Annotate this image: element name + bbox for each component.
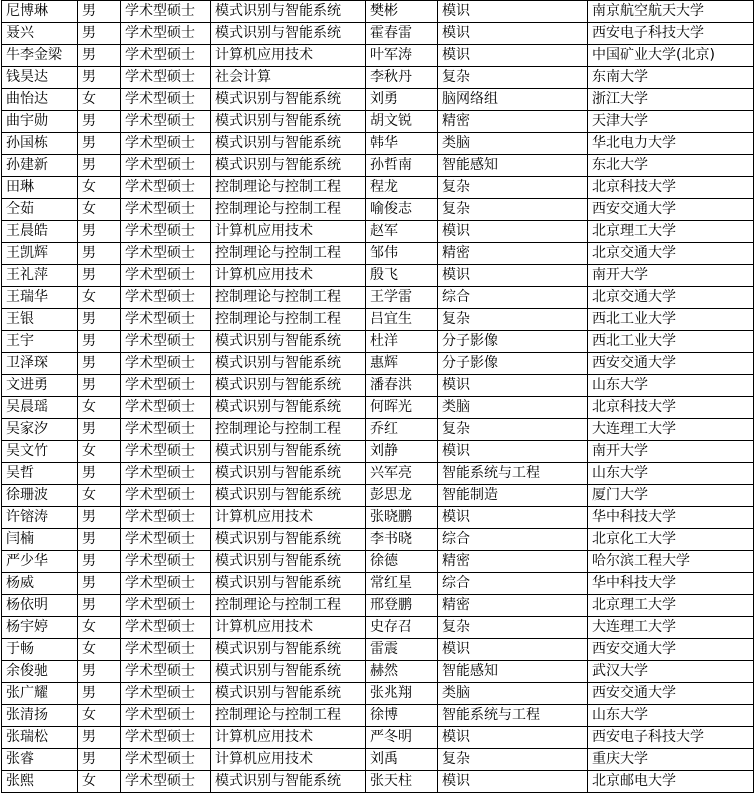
research-group-cell: 类脑 xyxy=(438,133,588,155)
supervisor-cell: 樊彬 xyxy=(366,1,438,23)
degree-type-cell: 学术型硕士 xyxy=(121,771,211,793)
major-cell: 模式识别与智能系统 xyxy=(211,89,366,111)
gender-cell: 男 xyxy=(78,155,121,177)
major-cell: 模式识别与智能系统 xyxy=(211,463,366,485)
gender-cell: 男 xyxy=(78,375,121,397)
degree-type-cell: 学术型硕士 xyxy=(121,155,211,177)
degree-type-cell: 学术型硕士 xyxy=(121,287,211,309)
supervisor-cell: 兴军亮 xyxy=(366,463,438,485)
major-cell: 控制理论与控制工程 xyxy=(211,595,366,617)
gender-cell: 女 xyxy=(78,639,121,661)
major-cell: 模式识别与智能系统 xyxy=(211,353,366,375)
major-cell: 模式识别与智能系统 xyxy=(211,331,366,353)
undergraduate-school-cell: 西安交通大学 xyxy=(588,639,754,661)
student-name-cell: 卫泽琛 xyxy=(2,353,78,375)
gender-cell: 男 xyxy=(78,111,121,133)
research-group-cell: 综合 xyxy=(438,573,588,595)
research-group-cell: 模识 xyxy=(438,727,588,749)
supervisor-cell: 严冬明 xyxy=(366,727,438,749)
major-cell: 计算机应用技术 xyxy=(211,749,366,771)
major-cell: 计算机应用技术 xyxy=(211,265,366,287)
undergraduate-school-cell: 南京航空航天大学 xyxy=(588,1,754,23)
undergraduate-school-cell: 西安电子科技大学 xyxy=(588,23,754,45)
undergraduate-school-cell: 北京科技大学 xyxy=(588,177,754,199)
major-cell: 模式识别与智能系统 xyxy=(211,133,366,155)
undergraduate-school-cell: 哈尔滨工程大学 xyxy=(588,551,754,573)
degree-type-cell: 学术型硕士 xyxy=(121,177,211,199)
supervisor-cell: 张天柱 xyxy=(366,771,438,793)
major-cell: 控制理论与控制工程 xyxy=(211,199,366,221)
degree-type-cell: 学术型硕士 xyxy=(121,199,211,221)
major-cell: 模式识别与智能系统 xyxy=(211,23,366,45)
table-row xyxy=(2,419,754,441)
table-row xyxy=(2,771,754,793)
student-name-cell: 吴晨瑶 xyxy=(2,397,78,419)
gender-cell: 女 xyxy=(78,771,121,793)
undergraduate-school-cell: 北京邮电大学 xyxy=(588,771,754,793)
research-group-cell: 模识 xyxy=(438,23,588,45)
major-cell: 模式识别与智能系统 xyxy=(211,397,366,419)
gender-cell: 男 xyxy=(78,529,121,551)
gender-cell: 女 xyxy=(78,397,121,419)
student-name-cell: 闫楠 xyxy=(2,529,78,551)
degree-type-cell: 学术型硕士 xyxy=(121,45,211,67)
major-cell: 模式识别与智能系统 xyxy=(211,485,366,507)
research-group-cell: 模识 xyxy=(438,375,588,397)
supervisor-cell: 王学雷 xyxy=(366,287,438,309)
table-row xyxy=(2,639,754,661)
student-name-cell: 于畅 xyxy=(2,639,78,661)
student-name-cell: 尼博琳 xyxy=(2,1,78,23)
undergraduate-school-cell: 山东大学 xyxy=(588,463,754,485)
student-name-cell: 徐珊波 xyxy=(2,485,78,507)
student-name-cell: 钱昊达 xyxy=(2,67,78,89)
research-group-cell: 智能感知 xyxy=(438,155,588,177)
undergraduate-school-cell: 南开大学 xyxy=(588,441,754,463)
degree-type-cell: 学术型硕士 xyxy=(121,375,211,397)
supervisor-cell: 赵军 xyxy=(366,221,438,243)
research-group-cell: 精密 xyxy=(438,243,588,265)
degree-type-cell: 学术型硕士 xyxy=(121,243,211,265)
student-name-cell: 严少华 xyxy=(2,551,78,573)
gender-cell: 男 xyxy=(78,595,121,617)
supervisor-cell: 徐德 xyxy=(366,551,438,573)
degree-type-cell: 学术型硕士 xyxy=(121,529,211,551)
major-cell: 计算机应用技术 xyxy=(211,221,366,243)
student-name-cell: 仝茹 xyxy=(2,199,78,221)
supervisor-cell: 赫然 xyxy=(366,661,438,683)
student-name-cell: 田琳 xyxy=(2,177,78,199)
table-row xyxy=(2,529,754,551)
supervisor-cell: 何晖光 xyxy=(366,397,438,419)
research-group-cell: 复杂 xyxy=(438,309,588,331)
degree-type-cell: 学术型硕士 xyxy=(121,331,211,353)
gender-cell: 男 xyxy=(78,243,121,265)
research-group-cell: 复杂 xyxy=(438,419,588,441)
undergraduate-school-cell: 北京交通大学 xyxy=(588,287,754,309)
supervisor-cell: 邢登鹏 xyxy=(366,595,438,617)
degree-type-cell: 学术型硕士 xyxy=(121,727,211,749)
research-group-cell: 模识 xyxy=(438,771,588,793)
major-cell: 模式识别与智能系统 xyxy=(211,155,366,177)
research-group-cell: 综合 xyxy=(438,529,588,551)
supervisor-cell: 殷飞 xyxy=(366,265,438,287)
table-row xyxy=(2,727,754,749)
degree-type-cell: 学术型硕士 xyxy=(121,683,211,705)
student-name-cell: 杨威 xyxy=(2,573,78,595)
supervisor-cell: 雷震 xyxy=(366,639,438,661)
table-row xyxy=(2,551,754,573)
table-row xyxy=(2,485,754,507)
degree-type-cell: 学术型硕士 xyxy=(121,595,211,617)
supervisor-cell: 张兆翔 xyxy=(366,683,438,705)
student-name-cell: 张瑞松 xyxy=(2,727,78,749)
undergraduate-school-cell: 北京交通大学 xyxy=(588,243,754,265)
major-cell: 模式识别与智能系统 xyxy=(211,375,366,397)
gender-cell: 男 xyxy=(78,133,121,155)
student-name-cell: 王瑞华 xyxy=(2,287,78,309)
research-group-cell: 类脑 xyxy=(438,683,588,705)
student-name-cell: 文进勇 xyxy=(2,375,78,397)
research-group-cell: 精密 xyxy=(438,111,588,133)
major-cell: 模式识别与智能系统 xyxy=(211,639,366,661)
degree-type-cell: 学术型硕士 xyxy=(121,353,211,375)
gender-cell: 女 xyxy=(78,485,121,507)
research-group-cell: 模识 xyxy=(438,639,588,661)
student-name-cell: 曲怡达 xyxy=(2,89,78,111)
research-group-cell: 智能制造 xyxy=(438,485,588,507)
table-row xyxy=(2,397,754,419)
gender-cell: 男 xyxy=(78,507,121,529)
major-cell: 计算机应用技术 xyxy=(211,617,366,639)
supervisor-cell: 胡文锐 xyxy=(366,111,438,133)
undergraduate-school-cell: 北京化工大学 xyxy=(588,529,754,551)
table-row xyxy=(2,661,754,683)
undergraduate-school-cell: 厦门大学 xyxy=(588,485,754,507)
gender-cell: 女 xyxy=(78,617,121,639)
gender-cell: 男 xyxy=(78,309,121,331)
supervisor-cell: 吕宜生 xyxy=(366,309,438,331)
gender-cell: 男 xyxy=(78,419,121,441)
research-group-cell: 模识 xyxy=(438,1,588,23)
research-group-cell: 脑网络组 xyxy=(438,89,588,111)
student-name-cell: 王宇 xyxy=(2,331,78,353)
table-row xyxy=(2,111,754,133)
student-name-cell: 杨依明 xyxy=(2,595,78,617)
supervisor-cell: 孙哲南 xyxy=(366,155,438,177)
table-row xyxy=(2,705,754,727)
major-cell: 模式识别与智能系统 xyxy=(211,661,366,683)
gender-cell: 男 xyxy=(78,749,121,771)
research-group-cell: 分子影像 xyxy=(438,331,588,353)
research-group-cell: 模识 xyxy=(438,265,588,287)
table-row xyxy=(2,683,754,705)
degree-type-cell: 学术型硕士 xyxy=(121,485,211,507)
undergraduate-school-cell: 华中科技大学 xyxy=(588,573,754,595)
gender-cell: 女 xyxy=(78,199,121,221)
research-group-cell: 智能系统与工程 xyxy=(438,705,588,727)
major-cell: 计算机应用技术 xyxy=(211,507,366,529)
undergraduate-school-cell: 山东大学 xyxy=(588,705,754,727)
undergraduate-school-cell: 北京理工大学 xyxy=(588,221,754,243)
undergraduate-school-cell: 东南大学 xyxy=(588,67,754,89)
gender-cell: 男 xyxy=(78,463,121,485)
major-cell: 控制理论与控制工程 xyxy=(211,287,366,309)
table-row xyxy=(2,573,754,595)
student-name-cell: 王晨皓 xyxy=(2,221,78,243)
student-name-cell: 张睿 xyxy=(2,749,78,771)
research-group-cell: 复杂 xyxy=(438,199,588,221)
student-name-cell: 张广耀 xyxy=(2,683,78,705)
admission-list-table xyxy=(1,0,754,793)
degree-type-cell: 学术型硕士 xyxy=(121,507,211,529)
supervisor-cell: 邹伟 xyxy=(366,243,438,265)
supervisor-cell: 潘春洪 xyxy=(366,375,438,397)
degree-type-cell: 学术型硕士 xyxy=(121,265,211,287)
degree-type-cell: 学术型硕士 xyxy=(121,397,211,419)
supervisor-cell: 常红星 xyxy=(366,573,438,595)
major-cell: 模式识别与智能系统 xyxy=(211,1,366,23)
table-row xyxy=(2,595,754,617)
table-row xyxy=(2,617,754,639)
research-group-cell: 智能感知 xyxy=(438,661,588,683)
table-row xyxy=(2,67,754,89)
student-name-cell: 张清扬 xyxy=(2,705,78,727)
degree-type-cell: 学术型硕士 xyxy=(121,89,211,111)
major-cell: 控制理论与控制工程 xyxy=(211,705,366,727)
supervisor-cell: 喻俊志 xyxy=(366,199,438,221)
supervisor-cell: 乔红 xyxy=(366,419,438,441)
undergraduate-school-cell: 中国矿业大学(北京) xyxy=(588,45,754,67)
undergraduate-school-cell: 大连理工大学 xyxy=(588,419,754,441)
degree-type-cell: 学术型硕士 xyxy=(121,749,211,771)
student-name-cell: 王凯辉 xyxy=(2,243,78,265)
degree-type-cell: 学术型硕士 xyxy=(121,67,211,89)
research-group-cell: 智能系统与工程 xyxy=(438,463,588,485)
gender-cell: 女 xyxy=(78,441,121,463)
degree-type-cell: 学术型硕士 xyxy=(121,617,211,639)
undergraduate-school-cell: 西安交通大学 xyxy=(588,199,754,221)
major-cell: 控制理论与控制工程 xyxy=(211,177,366,199)
gender-cell: 男 xyxy=(78,683,121,705)
supervisor-cell: 叶军涛 xyxy=(366,45,438,67)
major-cell: 模式识别与智能系统 xyxy=(211,441,366,463)
major-cell: 模式识别与智能系统 xyxy=(211,111,366,133)
research-group-cell: 复杂 xyxy=(438,67,588,89)
table-row xyxy=(2,375,754,397)
degree-type-cell: 学术型硕士 xyxy=(121,221,211,243)
gender-cell: 男 xyxy=(78,221,121,243)
table-row xyxy=(2,221,754,243)
gender-cell: 男 xyxy=(78,1,121,23)
major-cell: 控制理论与控制工程 xyxy=(211,419,366,441)
undergraduate-school-cell: 西北工业大学 xyxy=(588,331,754,353)
table-row xyxy=(2,287,754,309)
supervisor-cell: 惠辉 xyxy=(366,353,438,375)
student-name-cell: 吴文竹 xyxy=(2,441,78,463)
undergraduate-school-cell: 东北大学 xyxy=(588,155,754,177)
table-row xyxy=(2,749,754,771)
table-row xyxy=(2,155,754,177)
undergraduate-school-cell: 华北电力大学 xyxy=(588,133,754,155)
gender-cell: 女 xyxy=(78,177,121,199)
student-name-cell: 聂兴 xyxy=(2,23,78,45)
degree-type-cell: 学术型硕士 xyxy=(121,111,211,133)
research-group-cell: 模识 xyxy=(438,221,588,243)
table-row xyxy=(2,199,754,221)
major-cell: 计算机应用技术 xyxy=(211,45,366,67)
major-cell: 模式识别与智能系统 xyxy=(211,551,366,573)
degree-type-cell: 学术型硕士 xyxy=(121,661,211,683)
gender-cell: 男 xyxy=(78,265,121,287)
table-row xyxy=(2,89,754,111)
table-row xyxy=(2,243,754,265)
student-name-cell: 孙建新 xyxy=(2,155,78,177)
degree-type-cell: 学术型硕士 xyxy=(121,705,211,727)
table-row xyxy=(2,1,754,23)
research-group-cell: 分子影像 xyxy=(438,353,588,375)
gender-cell: 男 xyxy=(78,573,121,595)
research-group-cell: 模识 xyxy=(438,507,588,529)
undergraduate-school-cell: 武汉大学 xyxy=(588,661,754,683)
gender-cell: 男 xyxy=(78,727,121,749)
degree-type-cell: 学术型硕士 xyxy=(121,419,211,441)
undergraduate-school-cell: 大连理工大学 xyxy=(588,617,754,639)
table-row xyxy=(2,353,754,375)
table-row xyxy=(2,177,754,199)
table-row xyxy=(2,331,754,353)
undergraduate-school-cell: 天津大学 xyxy=(588,111,754,133)
degree-type-cell: 学术型硕士 xyxy=(121,441,211,463)
student-name-cell: 孙国栋 xyxy=(2,133,78,155)
research-group-cell: 复杂 xyxy=(438,749,588,771)
supervisor-cell: 刘静 xyxy=(366,441,438,463)
degree-type-cell: 学术型硕士 xyxy=(121,1,211,23)
undergraduate-school-cell: 西安交通大学 xyxy=(588,353,754,375)
major-cell: 控制理论与控制工程 xyxy=(211,243,366,265)
research-group-cell: 复杂 xyxy=(438,177,588,199)
table-row xyxy=(2,507,754,529)
table-row xyxy=(2,45,754,67)
supervisor-cell: 韩华 xyxy=(366,133,438,155)
student-name-cell: 吴哲 xyxy=(2,463,78,485)
major-cell: 模式识别与智能系统 xyxy=(211,573,366,595)
major-cell: 模式识别与智能系统 xyxy=(211,529,366,551)
gender-cell: 男 xyxy=(78,45,121,67)
student-name-cell: 吴家汐 xyxy=(2,419,78,441)
major-cell: 控制理论与控制工程 xyxy=(211,309,366,331)
table-row xyxy=(2,265,754,287)
degree-type-cell: 学术型硕士 xyxy=(121,463,211,485)
student-name-cell: 余俊驰 xyxy=(2,661,78,683)
gender-cell: 男 xyxy=(78,353,121,375)
undergraduate-school-cell: 西安交通大学 xyxy=(588,683,754,705)
undergraduate-school-cell: 西安电子科技大学 xyxy=(588,727,754,749)
supervisor-cell: 史存召 xyxy=(366,617,438,639)
table-row xyxy=(2,23,754,45)
supervisor-cell: 李秋丹 xyxy=(366,67,438,89)
table-row xyxy=(2,463,754,485)
research-group-cell: 模识 xyxy=(438,45,588,67)
student-name-cell: 许镕涛 xyxy=(2,507,78,529)
student-name-cell: 牛李金梁 xyxy=(2,45,78,67)
student-name-cell: 张熙 xyxy=(2,771,78,793)
supervisor-cell: 刘禹 xyxy=(366,749,438,771)
degree-type-cell: 学术型硕士 xyxy=(121,309,211,331)
gender-cell: 男 xyxy=(78,23,121,45)
gender-cell: 男 xyxy=(78,331,121,353)
student-name-cell: 王银 xyxy=(2,309,78,331)
supervisor-cell: 张晓鹏 xyxy=(366,507,438,529)
major-cell: 计算机应用技术 xyxy=(211,727,366,749)
undergraduate-school-cell: 浙江大学 xyxy=(588,89,754,111)
undergraduate-school-cell: 山东大学 xyxy=(588,375,754,397)
research-group-cell: 复杂 xyxy=(438,617,588,639)
table-row xyxy=(2,441,754,463)
table-row xyxy=(2,309,754,331)
degree-type-cell: 学术型硕士 xyxy=(121,639,211,661)
research-group-cell: 类脑 xyxy=(438,397,588,419)
gender-cell: 男 xyxy=(78,661,121,683)
supervisor-cell: 彭思龙 xyxy=(366,485,438,507)
gender-cell: 男 xyxy=(78,67,121,89)
supervisor-cell: 程龙 xyxy=(366,177,438,199)
undergraduate-school-cell: 华中科技大学 xyxy=(588,507,754,529)
research-group-cell: 精密 xyxy=(438,551,588,573)
undergraduate-school-cell: 北京科技大学 xyxy=(588,397,754,419)
supervisor-cell: 杜洋 xyxy=(366,331,438,353)
gender-cell: 女 xyxy=(78,705,121,727)
degree-type-cell: 学术型硕士 xyxy=(121,573,211,595)
supervisor-cell: 李书晓 xyxy=(366,529,438,551)
major-cell: 模式识别与智能系统 xyxy=(211,683,366,705)
supervisor-cell: 徐博 xyxy=(366,705,438,727)
research-group-cell: 模识 xyxy=(438,441,588,463)
major-cell: 社会计算 xyxy=(211,67,366,89)
degree-type-cell: 学术型硕士 xyxy=(121,23,211,45)
table-row xyxy=(2,133,754,155)
student-name-cell: 曲宇勋 xyxy=(2,111,78,133)
undergraduate-school-cell: 北京理工大学 xyxy=(588,595,754,617)
gender-cell: 女 xyxy=(78,287,121,309)
supervisor-cell: 霍春雷 xyxy=(366,23,438,45)
undergraduate-school-cell: 西北工业大学 xyxy=(588,309,754,331)
student-name-cell: 杨宇婷 xyxy=(2,617,78,639)
degree-type-cell: 学术型硕士 xyxy=(121,551,211,573)
undergraduate-school-cell: 重庆大学 xyxy=(588,749,754,771)
supervisor-cell: 刘勇 xyxy=(366,89,438,111)
student-name-cell: 王礼萍 xyxy=(2,265,78,287)
degree-type-cell: 学术型硕士 xyxy=(121,133,211,155)
undergraduate-school-cell: 南开大学 xyxy=(588,265,754,287)
research-group-cell: 精密 xyxy=(438,595,588,617)
gender-cell: 女 xyxy=(78,89,121,111)
major-cell: 模式识别与智能系统 xyxy=(211,771,366,793)
gender-cell: 男 xyxy=(78,551,121,573)
research-group-cell: 综合 xyxy=(438,287,588,309)
